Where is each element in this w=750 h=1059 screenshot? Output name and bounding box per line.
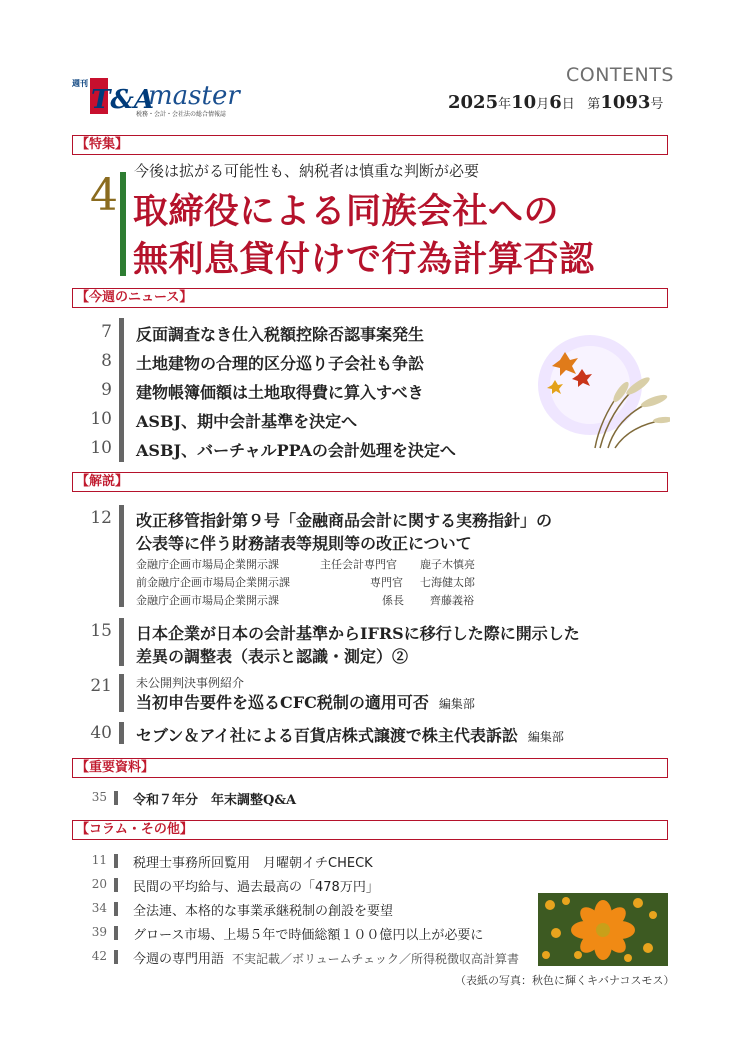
commentary-title[interactable] [136, 723, 564, 746]
material-title[interactable]: 令和７年分 年末調整Q&A [133, 793, 297, 808]
commentary-page: 12 [90, 508, 112, 528]
column-page: 20 [91, 877, 107, 891]
section-material-label: 【重要資料】 [76, 760, 155, 775]
commentary-bar [119, 722, 124, 744]
news-title[interactable]: ASBJ、バーチャルPPAの会計処理を決定へ [136, 441, 456, 460]
news-bar [119, 318, 124, 462]
issue-info [448, 92, 663, 113]
column-terms: 不実記載／ボリュームチェック／所得税徴収高計算書 [232, 952, 520, 966]
commentary-bar [119, 505, 124, 607]
cover-caption: （表紙の写真：秋色に輝くキバナコスモス） [455, 974, 675, 987]
logo-tagline: 税務・会計・会社法の総合情報誌 [136, 111, 227, 118]
issue-suffix: 号 [650, 97, 664, 112]
column-title[interactable]: 民間の平均給与、過去最高の「478万円」 [133, 880, 379, 895]
commentary-title[interactable]: 改正移管指針第９号「金融商品会計に関する実務指針」の [136, 511, 553, 530]
commentary-title[interactable]: 日本企業が日本の会計基準からIFRSに移行した際に開示した [136, 624, 580, 643]
author-name: 七海健太郎 [420, 576, 475, 589]
section-feature [72, 135, 668, 155]
section-news-label: 【今週のニュース】 [76, 290, 193, 305]
commentary-page: 40 [90, 723, 112, 743]
section-commentary [72, 472, 668, 492]
section-material [72, 758, 668, 778]
column-title-text: 今週の専門用語 [133, 952, 225, 967]
author-org: 金融庁企画市場局企業開示課 [136, 594, 279, 607]
news-page: 10 [90, 438, 112, 458]
column-bar [114, 926, 118, 940]
commentary-kicker: 未公開判決事例紹介 [136, 676, 245, 690]
moon-pampas-illustration [520, 330, 670, 450]
commentary-page: 15 [90, 621, 112, 641]
commentary-title[interactable]: 差異の調整表（表示と認識・測定）② [136, 647, 409, 666]
author-org: 前金融庁企画市場局企業開示課 [136, 576, 290, 589]
issue-number: 1093 [600, 92, 651, 113]
column-bar [114, 902, 118, 916]
section-feature-label: 【特集】 [76, 137, 129, 152]
column-title[interactable]: グロース市場、上場５年で時価総額１００億円以上が必要に [133, 928, 484, 943]
author-org: 金融庁企画市場局企業開示課 [136, 558, 279, 571]
flower-center [596, 923, 610, 937]
commentary-title[interactable] [136, 690, 475, 713]
issue-prefix: 第 [587, 97, 601, 112]
news-page: 10 [90, 409, 112, 429]
column-page: 11 [91, 853, 107, 867]
news-page: 8 [101, 351, 112, 371]
author-role: 係長 [382, 594, 404, 607]
commentary-page: 21 [90, 676, 112, 696]
material-page: 35 [91, 790, 107, 804]
logo-brand-text: T&A [91, 85, 154, 115]
feature-title-line1[interactable]: 取締役による同族会社への [133, 192, 560, 232]
material-bar [114, 791, 118, 805]
ta-master-logo [72, 76, 262, 118]
commentary-title-text: セブン＆アイ社による百貨店株式譲渡で株主代表訴訟 [136, 726, 518, 745]
section-column [72, 820, 668, 840]
news-title[interactable]: 土地建物の合理的区分巡り子会社も争訟 [136, 354, 425, 373]
issue-year: 2025 [448, 92, 499, 113]
author-name: 齊藤義裕 [430, 594, 474, 607]
column-title[interactable]: 税理士事務所回覧用 月曜朝イチCHECK [133, 856, 373, 871]
author-role: 専門官 [370, 576, 403, 589]
author-role: 主任会計専門官 [320, 558, 397, 571]
feature-bar [120, 172, 126, 276]
commentary-title-text: 当初申告要件を巡るCFC税制の適用可否 [136, 693, 429, 712]
feature-subtitle: 今後は拡がる可能性も、納税者は慎重な判断が必要 [134, 162, 480, 180]
commentary-author-tag: 編集部 [527, 730, 564, 744]
column-page: 42 [91, 949, 107, 963]
column-bar [114, 854, 118, 868]
commentary-bar [119, 674, 124, 712]
column-page: 34 [91, 901, 107, 915]
cosmos-photo [538, 893, 668, 966]
column-title[interactable] [133, 948, 519, 967]
logo-master-text: master [148, 81, 240, 111]
month-char: 月 [536, 97, 550, 112]
news-title[interactable]: 反面調査なき仕入税額控除否認事案発生 [136, 325, 425, 344]
author-name: 鹿子木慎亮 [420, 558, 475, 571]
commentary-title[interactable]: 公表等に伴う財務諸表等規則等の改正について [136, 534, 472, 553]
column-bar [114, 878, 118, 892]
section-news [72, 288, 668, 308]
column-title[interactable]: 全法連、本格的な事業承継税制の創設を要望 [133, 904, 394, 919]
issue-month: 10 [511, 92, 537, 113]
feature-title-line2[interactable]: 無利息貸付けで行為計算否認 [133, 240, 595, 280]
news-page: 7 [101, 322, 112, 342]
news-title[interactable]: 建物帳簿価額は土地取得費に算入すべき [136, 383, 424, 402]
column-bar [114, 950, 118, 964]
commentary-author-tag: 編集部 [438, 697, 475, 711]
contents-label: CONTENTS [566, 64, 674, 86]
feature-page: 4 [90, 170, 118, 221]
year-char: 年 [498, 97, 512, 112]
news-title[interactable]: ASBJ、期中会計基準を決定へ [136, 412, 358, 431]
day-char: 日 [561, 97, 575, 112]
logo-weekly-text: 週刊 [72, 79, 88, 88]
section-column-label: 【コラム・その他】 [76, 822, 193, 837]
commentary-bar [119, 618, 124, 666]
news-page: 9 [101, 380, 112, 400]
issue-day: 6 [549, 92, 562, 113]
section-commentary-label: 【解説】 [76, 474, 129, 489]
column-page: 39 [91, 925, 107, 939]
